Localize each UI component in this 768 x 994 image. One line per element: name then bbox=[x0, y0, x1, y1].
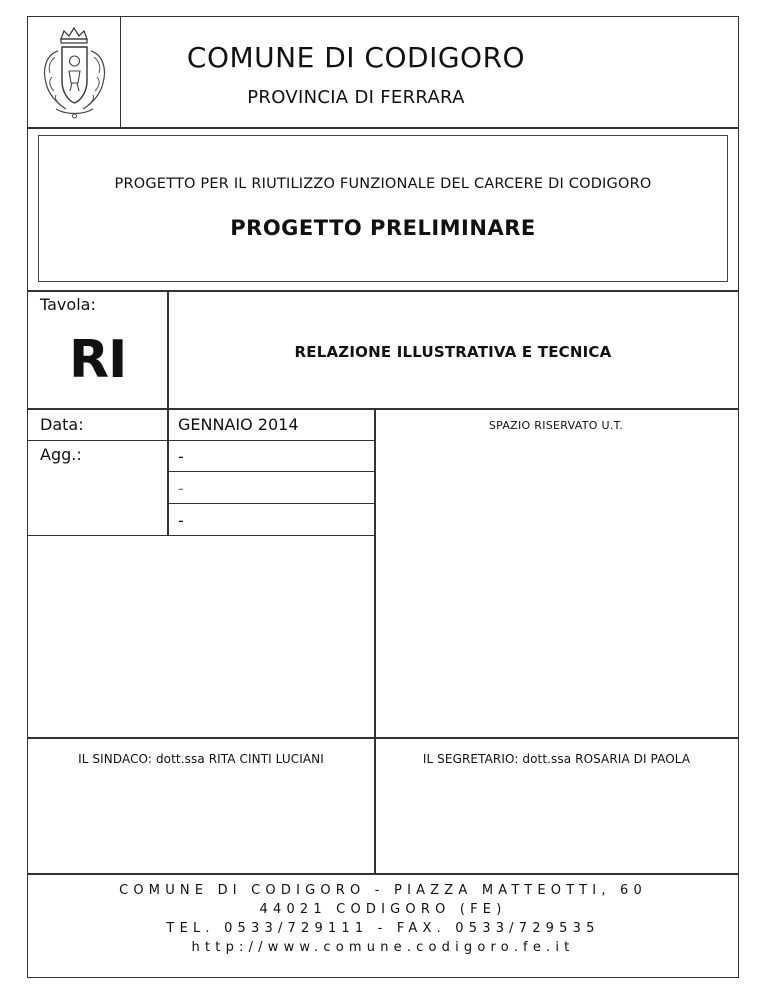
row-divider bbox=[28, 535, 374, 536]
agg-value: - bbox=[178, 511, 184, 530]
footer-line: 44021 CODIGORO (FE) bbox=[259, 902, 507, 917]
row-divider bbox=[167, 503, 374, 504]
date-label: Data: bbox=[40, 415, 84, 434]
divider bbox=[28, 127, 738, 129]
segretario-signature-label: IL SEGRETARIO: dott.ssa ROSARIA DI PAOLA bbox=[422, 752, 691, 766]
agg-value: - bbox=[178, 479, 184, 498]
divider bbox=[28, 408, 738, 410]
municipal-crest-icon bbox=[28, 17, 121, 127]
page-subtitle: PROVINCIA DI FERRARA bbox=[247, 87, 465, 108]
project-type: PROGETTO PRELIMINARE bbox=[230, 216, 536, 240]
footer-line: COMUNE DI CODIGORO - PIAZZA MATTEOTTI, 60 bbox=[119, 883, 647, 898]
divider bbox=[28, 737, 738, 739]
title-block-frame bbox=[27, 16, 739, 978]
tavola-title: RELAZIONE ILLUSTRATIVA E TECNICA bbox=[294, 343, 612, 361]
column-divider bbox=[167, 290, 169, 535]
footer-address bbox=[28, 881, 738, 957]
tavola-label: Tavola: bbox=[40, 295, 96, 314]
tavola-code: RI bbox=[69, 330, 127, 390]
project-description: PROGETTO PER IL RIUTILIZZO FUNZIONALE DEL CARCERE DI CODIGORO bbox=[114, 176, 652, 192]
column-divider bbox=[374, 408, 376, 873]
divider bbox=[28, 290, 738, 292]
project-box bbox=[38, 135, 728, 282]
divider bbox=[28, 873, 738, 875]
agg-label: Agg.: bbox=[40, 445, 82, 464]
sindaco-signature-label: IL SINDACO: dott.ssa RITA CINTI LUCIANI bbox=[78, 752, 324, 766]
page-title: COMUNE DI CODIGORO bbox=[186, 41, 526, 74]
row-divider bbox=[28, 440, 374, 441]
date-value: GENNAIO 2014 bbox=[178, 415, 299, 434]
agg-value: - bbox=[178, 447, 184, 466]
reserved-space-label: SPAZIO RISERVATO U.T. bbox=[488, 419, 624, 432]
row-divider bbox=[167, 471, 374, 472]
crest-box bbox=[28, 17, 121, 127]
footer-line: TEL. 0533/729111 - FAX. 0533/729535 bbox=[166, 921, 600, 936]
footer-link: http://www.comune.codigoro.fe.it bbox=[191, 940, 575, 955]
